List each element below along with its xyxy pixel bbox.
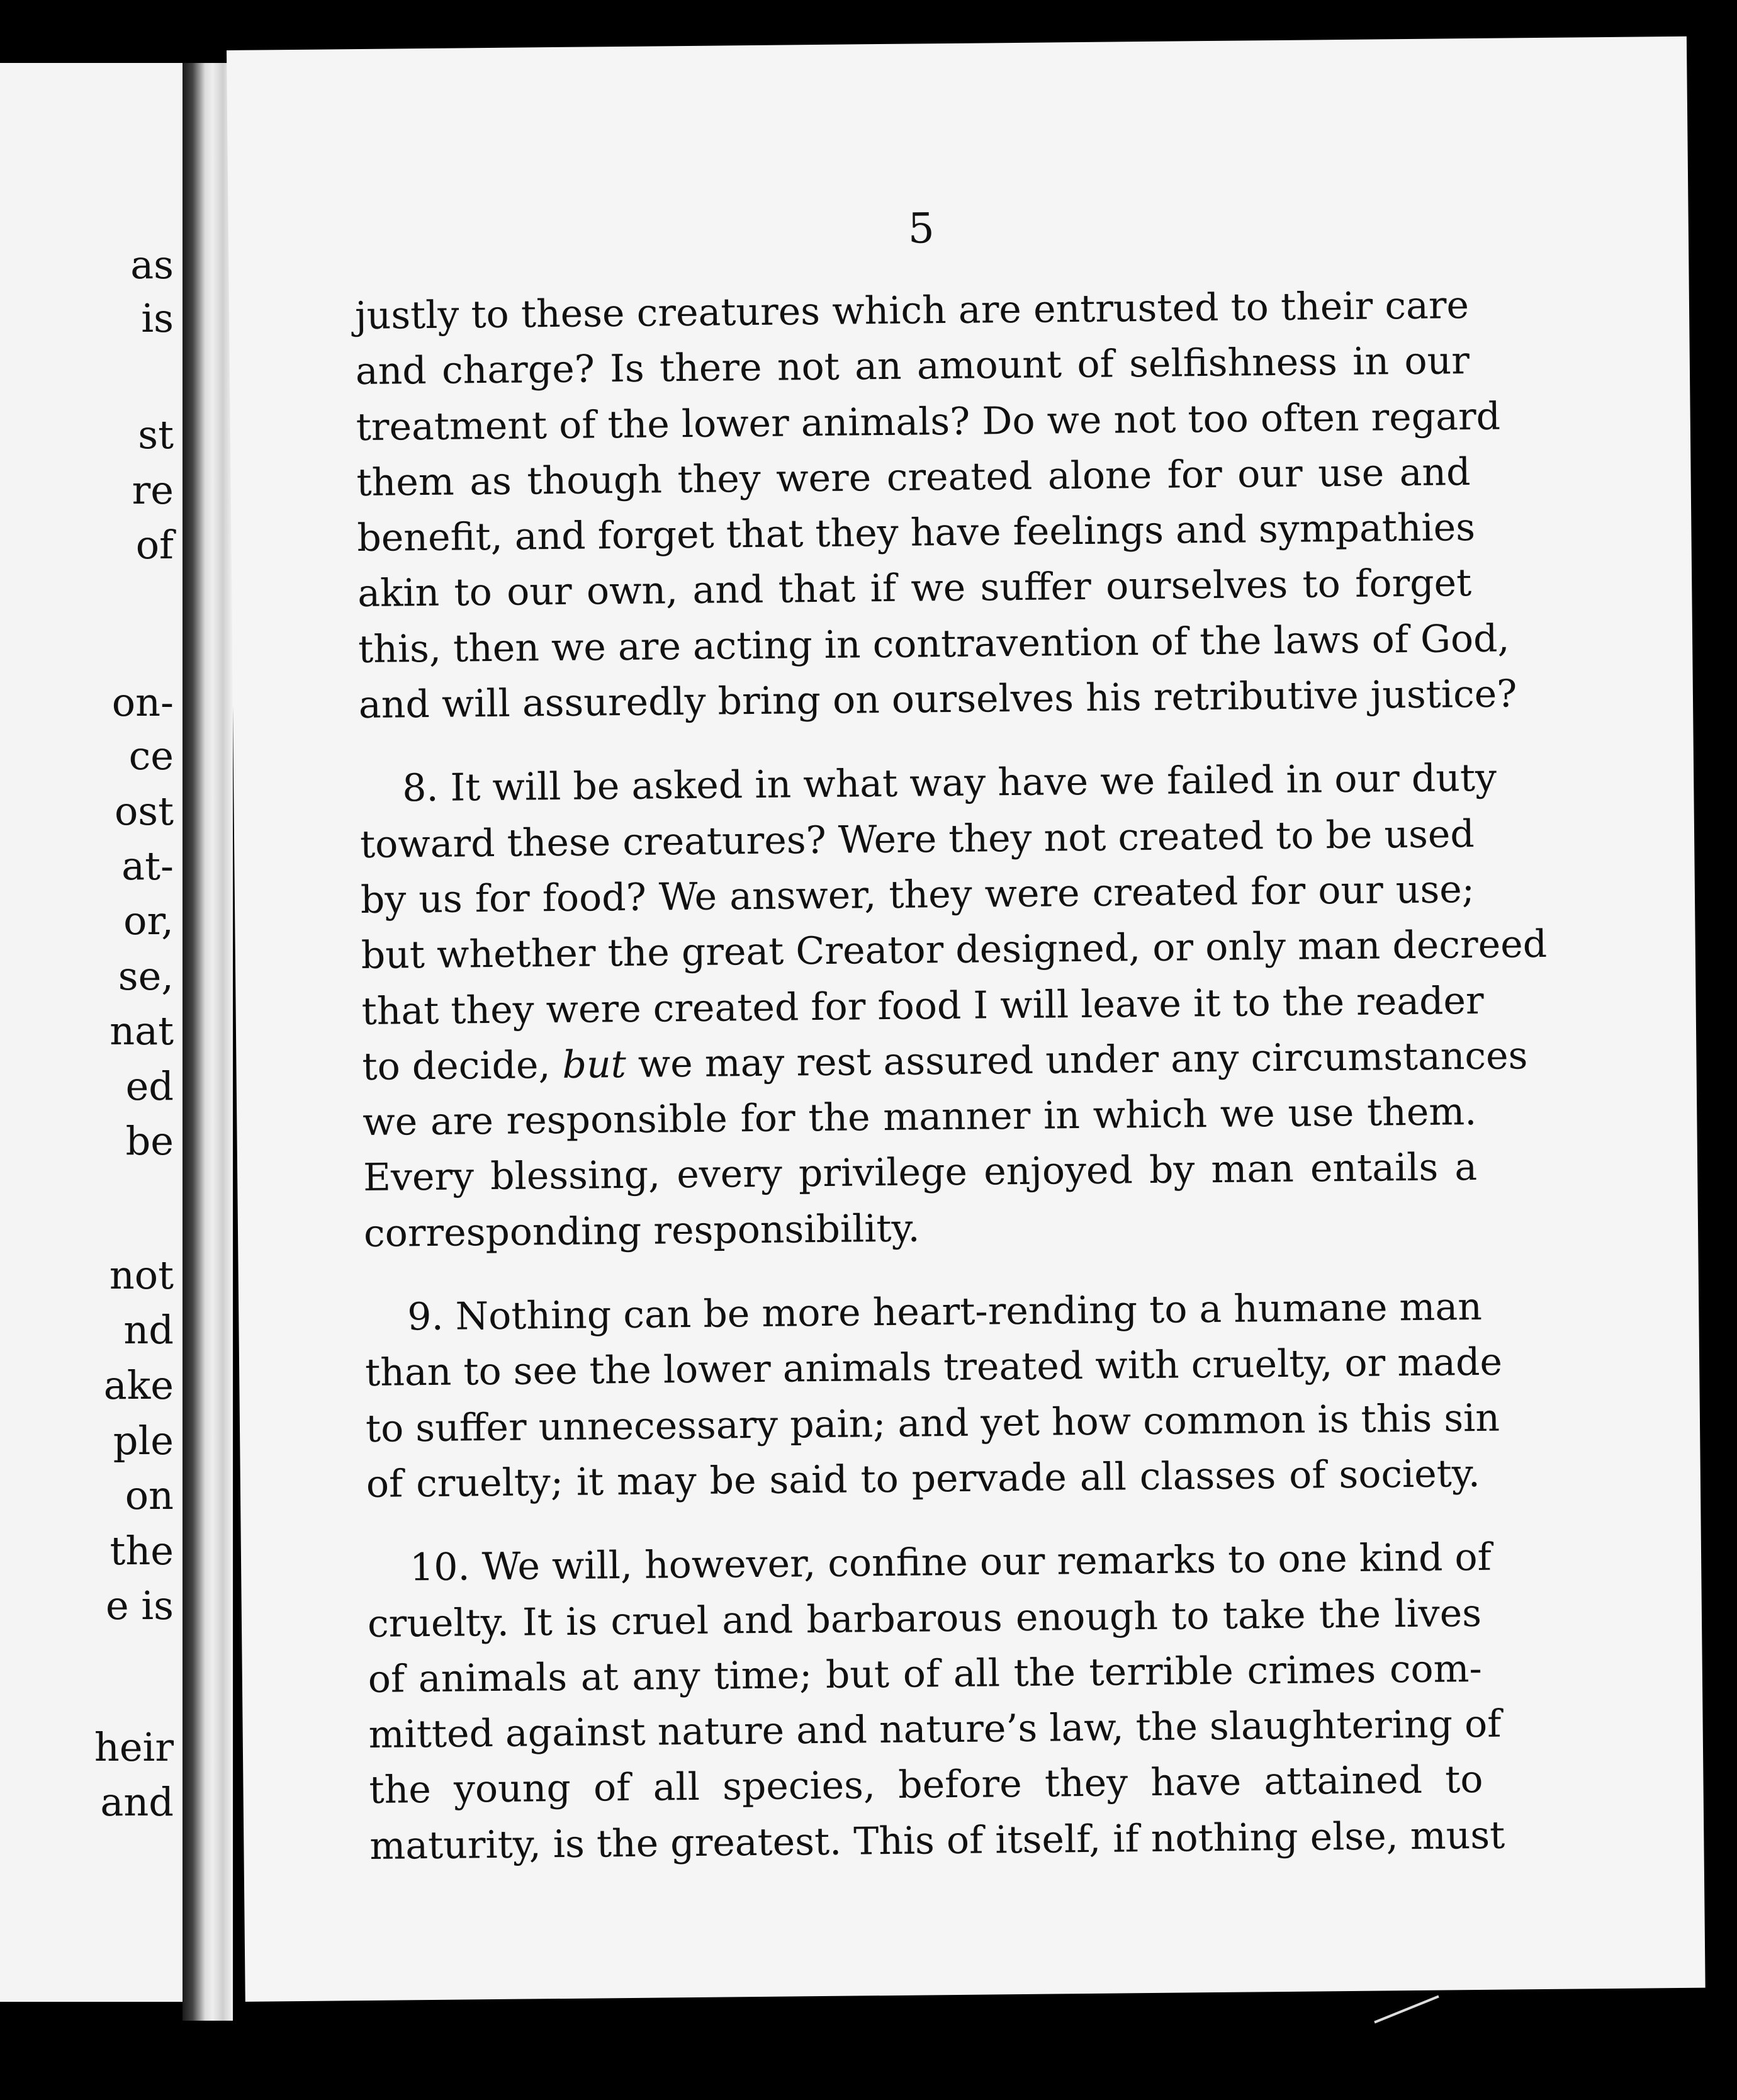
italic-text: but bbox=[562, 1042, 627, 1087]
page-body bbox=[354, 278, 1548, 1902]
facing-page-fragment: heir bbox=[94, 1724, 174, 1770]
paragraph-continuation bbox=[354, 278, 1517, 733]
text-line: cruelty. It is cruel and barbarous enough to take the lives bbox=[367, 1591, 1482, 1646]
paragraph-8 bbox=[359, 750, 1548, 1262]
facing-page-fragment: ce bbox=[128, 733, 174, 779]
text-line: them as though they were created alone for our use and bbox=[356, 449, 1471, 505]
facing-page-fragment: at- bbox=[121, 843, 174, 889]
facing-page-fragment: nd bbox=[123, 1307, 174, 1353]
text-line: that they were created for food I will leave it to the reader bbox=[361, 978, 1484, 1034]
text-line: justly to these creatures which are entrusted to their care bbox=[354, 283, 1470, 339]
text-line: benefit, and forget that they have feelings and sympathies bbox=[357, 505, 1476, 561]
text-line: by us for food? We answer, they were created for our use; bbox=[360, 867, 1475, 922]
text-line: than to see the lower animals treated with cruelty, or made bbox=[364, 1340, 1503, 1396]
facing-page-fragment: as bbox=[130, 242, 174, 288]
book-gutter bbox=[183, 63, 233, 2021]
facing-page-fragment: e is bbox=[105, 1583, 174, 1629]
text-line: of animals at any time; but of all the terrible crimes com- bbox=[368, 1646, 1483, 1702]
facing-page-fragment: ed bbox=[125, 1063, 174, 1109]
facing-page-fragment: of bbox=[135, 522, 174, 568]
text-line: treatment of the lower animals? Do we not too often regard bbox=[356, 394, 1501, 449]
text-line bbox=[362, 1029, 1528, 1095]
paragraph-10 bbox=[367, 1530, 1505, 1874]
facing-page-fragment: re bbox=[132, 467, 174, 513]
text-line: maturity, is the greatest. This of itself, if nothing else, must bbox=[369, 1813, 1505, 1868]
text-line: corresponding responsibility. bbox=[363, 1206, 920, 1256]
page-number: 5 bbox=[908, 204, 935, 253]
facing-page-fragment: se, bbox=[118, 953, 174, 999]
page-edge-mark bbox=[1374, 1996, 1439, 2024]
facing-page-fragment: or, bbox=[123, 898, 174, 944]
text-segment: to decide, bbox=[362, 1042, 551, 1089]
paragraph-9 bbox=[364, 1279, 1503, 1512]
facing-page-fragment: and bbox=[100, 1779, 174, 1825]
text-line: we are responsible for the manner in which we use them. bbox=[363, 1090, 1477, 1145]
facing-page-fragment: not bbox=[109, 1252, 174, 1298]
facing-page-fragment: ost bbox=[114, 788, 174, 834]
text-line: mitted against nature and nature’s law, the slaughtering of bbox=[368, 1702, 1502, 1758]
facing-page-fragment: nat bbox=[110, 1008, 174, 1054]
facing-page-fragment: st bbox=[138, 412, 174, 458]
facing-page bbox=[0, 63, 183, 2002]
text-line: 8. It will be asked in what way have we failed in our duty bbox=[402, 756, 1497, 811]
facing-page-fragment: on bbox=[125, 1472, 174, 1518]
text-line: but whether the great Creator designed, or only man decreed bbox=[361, 922, 1548, 978]
facing-page-fragment: is bbox=[141, 295, 174, 341]
facing-page-fragment: ple bbox=[113, 1418, 174, 1464]
facing-page-fragment: be bbox=[125, 1118, 174, 1164]
text-line: to suffer unnecessary pain; and yet how common is this sin bbox=[365, 1396, 1500, 1451]
text-line: and charge? Is there not an amount of selfishness in our bbox=[355, 339, 1470, 394]
facing-page-fragment: on- bbox=[111, 679, 174, 725]
facing-page-fragment: the bbox=[110, 1528, 174, 1574]
text-line: 10. We will, however, confine our remarks to one kind of bbox=[409, 1535, 1492, 1590]
text-line: of cruelty; it may be said to pervade all classes of society. bbox=[366, 1451, 1481, 1506]
text-line: the young of all species, before they have attained to bbox=[369, 1758, 1483, 1813]
text-line: akin to our own, and that if we suffer ourselves to forget bbox=[357, 561, 1472, 616]
text-line: toward these creatures? Were they not created to be used bbox=[359, 811, 1475, 867]
text-line: 9. Nothing can be more heart-rending to a humane man bbox=[407, 1284, 1483, 1340]
text-line: this, then we are acting in contravention of the laws of God, bbox=[357, 616, 1510, 672]
book-page bbox=[227, 37, 1706, 2002]
text-line: Every blessing, every privilege enjoyed by man entails a bbox=[363, 1145, 1478, 1200]
text-line: and will assuredly bring on ourselves his retributive justice? bbox=[358, 672, 1517, 728]
facing-page-fragment: ake bbox=[103, 1362, 174, 1408]
text-segment: we may rest assured under any circumstances bbox=[638, 1034, 1528, 1087]
